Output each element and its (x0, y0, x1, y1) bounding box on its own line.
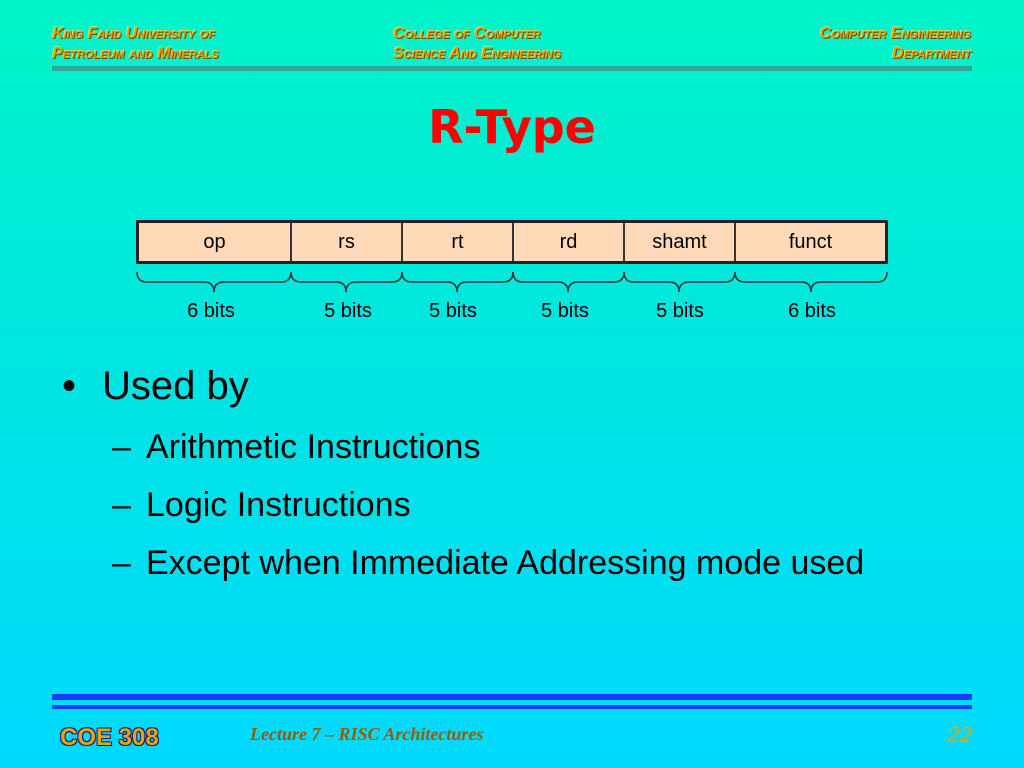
header-department-line2: Department (892, 45, 971, 62)
footer-divider-thick (52, 694, 972, 700)
bits-shamt: 5 bits (656, 300, 704, 322)
sub-bullet-text: Except when Immediate Addressing mode used (146, 544, 865, 582)
field-rt: rt (403, 223, 514, 261)
sub-bullet-dash: – (112, 486, 131, 524)
lecture-title: Lecture 7 – RISC Architectures (250, 724, 484, 744)
bits-rt: 5 bits (429, 300, 477, 322)
header-university (52, 24, 219, 64)
brace-funct (735, 272, 887, 292)
field-rs: rs (292, 223, 403, 261)
header-department-line1: Computer Engineering (819, 25, 971, 42)
sub-bullet-dash: – (112, 428, 131, 466)
brace-rs (291, 272, 402, 292)
header-university-line1: King Fahd University of (52, 25, 215, 42)
page-number: 22 (947, 722, 972, 747)
brace-op (137, 272, 291, 292)
bullet-marker: • (62, 364, 77, 408)
footer-divider-thin (52, 705, 972, 709)
header-university-line2: Petroleum and Minerals (52, 45, 219, 62)
sub-bullet-text: Logic Instructions (146, 486, 411, 524)
header-department (745, 24, 971, 64)
bits-rs: 5 bits (324, 300, 372, 322)
slide-title: R-Type (428, 100, 596, 154)
bits-funct: 6 bits (788, 300, 836, 322)
brace-rd (513, 272, 624, 292)
header-college-line1: College of Computer (393, 25, 541, 42)
sub-bullet-text: Arithmetic Instructions (146, 428, 481, 466)
header-college-line2: Science And Engineering (393, 45, 562, 62)
field-funct: funct (788, 230, 833, 253)
bullet-used-by-text: Used by (102, 364, 249, 408)
brace-shamt (624, 272, 735, 292)
field-rd: rd (514, 223, 625, 261)
instruction-format-table (136, 220, 888, 264)
bits-rd: 5 bits (541, 300, 589, 322)
header-divider (52, 66, 972, 71)
brace-rt (402, 272, 513, 292)
field-shamt: shamt (625, 223, 736, 261)
header-college (393, 24, 561, 64)
field-op: op (139, 223, 292, 261)
bits-op: 6 bits (187, 300, 235, 322)
course-code: COE 308 (60, 724, 159, 751)
sub-bullet-dash: – (112, 544, 131, 582)
